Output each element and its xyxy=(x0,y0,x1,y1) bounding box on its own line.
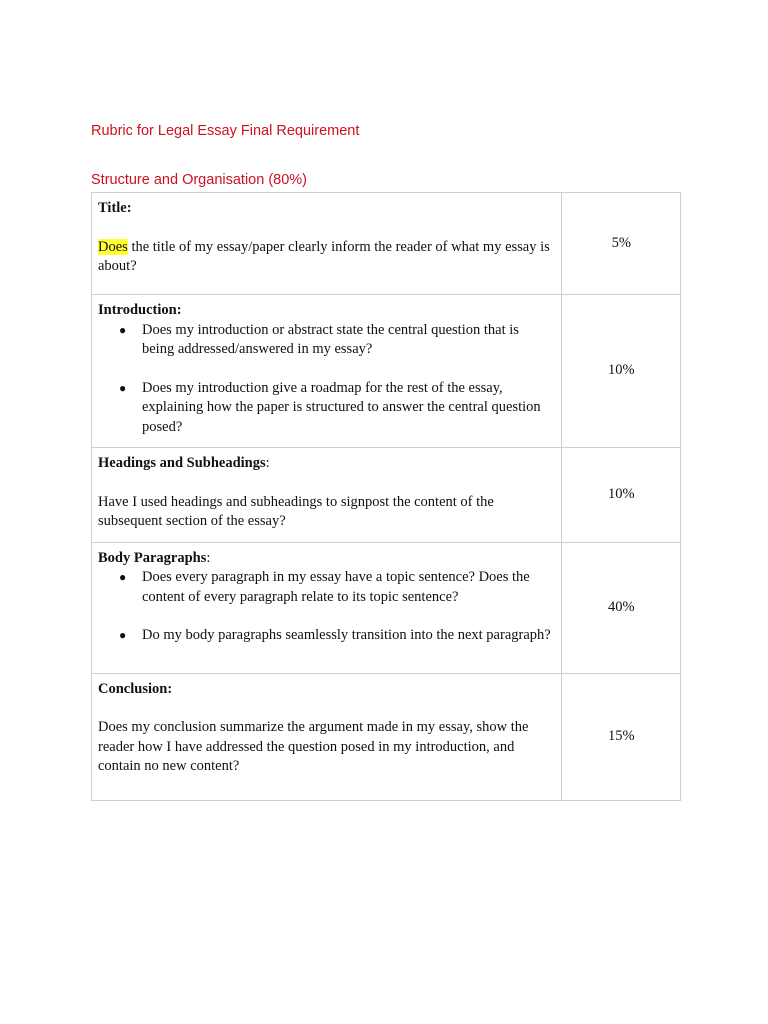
criterion-heading: Title: xyxy=(98,200,132,216)
criterion-text: Have I used headings and subheadings to signpost the content of the subsequent section of the essay? xyxy=(98,493,494,529)
criterion-text: Does the title of my essay/paper clearly inform the reader of what my essay is about? xyxy=(98,238,550,274)
criterion-cell-introduction xyxy=(92,295,562,448)
section-heading: Structure and Organisation (80%) xyxy=(91,172,307,188)
criterion-cell-title xyxy=(92,193,562,295)
rubric-table xyxy=(91,192,681,801)
criterion-cell-headings xyxy=(92,448,562,543)
weight-cell: 15% xyxy=(562,673,681,800)
criterion-bullet-list xyxy=(98,568,553,646)
bullet-icon: ● xyxy=(119,380,127,395)
weight-cell: 10% xyxy=(562,295,681,448)
list-item: ● Do my body paragraphs seamlessly transition into the next paragraph? xyxy=(142,626,553,646)
weight-cell: 10% xyxy=(562,448,681,543)
table-row xyxy=(92,542,681,673)
criterion-cell-conclusion xyxy=(92,673,562,800)
list-item: ● Does my introduction or abstract state the central question that is being addressed/answered in my essay? xyxy=(119,321,519,357)
highlighted-word: Does xyxy=(98,238,128,255)
weight-cell: 40% xyxy=(562,542,681,673)
criterion-heading: Body Paragraphs: xyxy=(98,549,211,566)
table-row xyxy=(92,193,681,295)
list-item: ● Does every paragraph in my essay have a topic sentence? Does the content of every paragraph relate to its topic sentence? xyxy=(119,569,530,605)
criterion-heading: Conclusion: xyxy=(98,680,173,697)
table-row xyxy=(92,448,681,543)
bullet-icon: ● xyxy=(119,628,127,642)
list-item: ● Does my introduction give a roadmap for the rest of the essay, explaining how the paper is structured to answer the central question posed? xyxy=(119,379,541,435)
criterion-cell-body-paragraphs xyxy=(92,542,562,673)
table-row xyxy=(92,673,681,800)
criterion-heading: Introduction: xyxy=(98,302,182,318)
table-row xyxy=(92,295,681,448)
criterion-text: Does my conclusion summarize the argument made in my essay, show the reader how I have addressed the question posed in my introduction, and contain no new content? xyxy=(98,719,529,774)
weight-cell: 5% xyxy=(562,193,681,295)
document-title: Rubric for Legal Essay Final Requirement xyxy=(91,123,360,139)
bullet-icon: ● xyxy=(119,570,127,584)
bullet-icon: ● xyxy=(119,322,127,337)
criterion-bullet-list xyxy=(98,321,553,438)
criterion-heading: Headings and Subheadings: xyxy=(98,455,270,471)
